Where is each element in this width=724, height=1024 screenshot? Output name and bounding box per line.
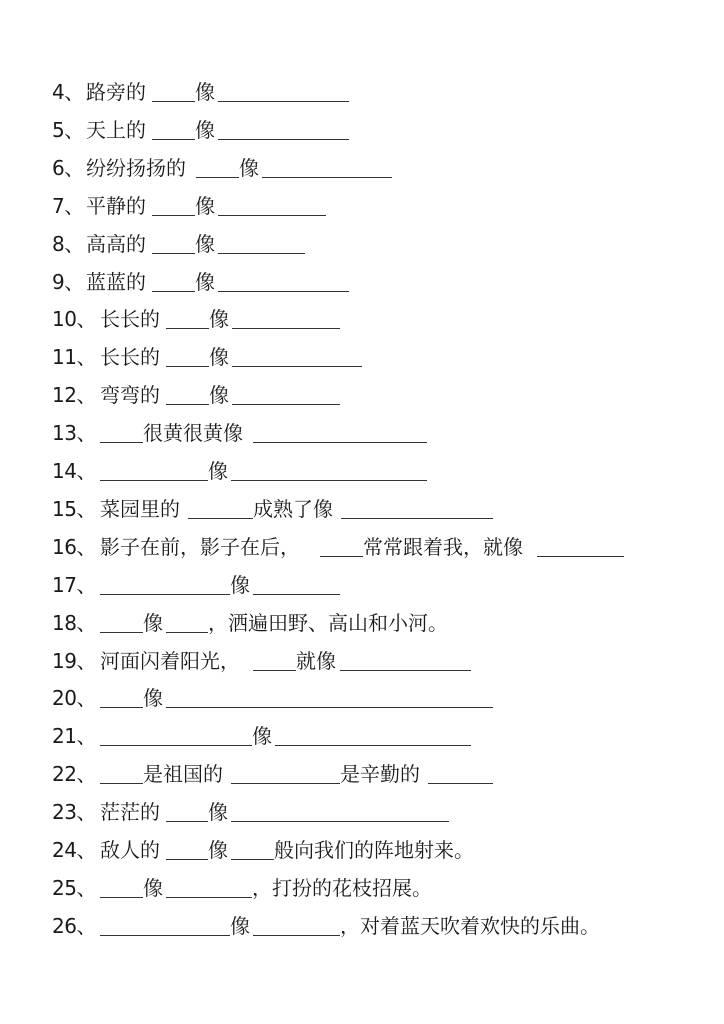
exercise-row: [52, 416, 427, 446]
exercise-row: [52, 757, 493, 787]
exercise-number: 19、: [52, 648, 96, 673]
exercise-row: [52, 265, 349, 295]
exercise-number: 17、: [52, 572, 96, 597]
prompt-text: 像: [195, 231, 215, 256]
answer-blank[interactable]: [218, 270, 349, 292]
answer-blank[interactable]: [166, 686, 493, 708]
exercise-number: 26、: [52, 913, 96, 938]
answer-blank[interactable]: [166, 838, 208, 860]
exercise-number: 4、: [52, 80, 84, 104]
prompt-text: ，洒遍田野、高山和小河。: [208, 610, 448, 635]
prompt-text: 蓝蓝的: [86, 269, 146, 294]
prompt-text: 像: [195, 269, 215, 294]
exercise-number: 11、: [52, 345, 96, 370]
prompt-text: 像: [208, 459, 228, 483]
answer-blank[interactable]: [218, 232, 305, 254]
answer-blank[interactable]: [188, 497, 253, 519]
prompt-text: 很黄很黄像: [143, 421, 243, 446]
prompt-text: 般向我们的阵地射来。: [274, 838, 474, 862]
exercise-row: [52, 302, 340, 332]
answer-blank[interactable]: [231, 762, 340, 784]
exercise-row: [52, 568, 340, 598]
answer-blank[interactable]: [152, 194, 195, 216]
answer-blank[interactable]: [166, 800, 208, 822]
prompt-text: 像: [143, 686, 163, 711]
prompt-text: 菜园里的: [100, 496, 180, 521]
exercise-row: [52, 113, 349, 143]
answer-blank[interactable]: [100, 724, 252, 746]
answer-blank[interactable]: [100, 876, 143, 898]
prompt-text: 平静的: [86, 193, 146, 218]
answer-blank[interactable]: [218, 194, 326, 216]
exercise-row: [52, 644, 471, 674]
prompt-text: 是辛勤的: [340, 762, 420, 787]
prompt-text: 像: [195, 193, 215, 218]
answer-blank[interactable]: [231, 800, 449, 822]
exercise-number: 15、: [52, 496, 96, 521]
answer-blank[interactable]: [218, 80, 349, 102]
exercise-number: 9、: [52, 269, 84, 294]
answer-blank[interactable]: [320, 535, 363, 557]
exercise-number: 22、: [52, 762, 96, 787]
prompt-text: 像: [209, 345, 229, 370]
answer-blank[interactable]: [218, 118, 349, 140]
prompt-text: 像: [208, 800, 228, 825]
exercise-row: [52, 454, 427, 484]
exercise-number: 7、: [52, 193, 84, 218]
answer-blank[interactable]: [152, 232, 195, 254]
prompt-text: 成熟了像: [253, 496, 333, 521]
answer-blank[interactable]: [152, 80, 195, 102]
answer-blank[interactable]: [100, 459, 208, 481]
answer-blank[interactable]: [100, 421, 143, 443]
exercise-number: 23、: [52, 800, 96, 825]
exercise-row: [52, 151, 392, 181]
prompt-text: 像: [143, 610, 163, 635]
prompt-text: 是祖国的: [143, 762, 223, 787]
exercise-row: [52, 795, 449, 825]
exercise-row: [52, 606, 468, 636]
exercise-number: 16、: [52, 534, 96, 559]
exercise-number: 6、: [52, 155, 84, 180]
prompt-text: 就像: [296, 648, 336, 673]
answer-blank[interactable]: [166, 383, 209, 405]
exercise-number: 18、: [52, 610, 96, 635]
prompt-text: ，打扮的花枝招展。: [252, 875, 432, 900]
exercise-row: [52, 719, 471, 749]
prompt-text: 天上的: [86, 117, 146, 142]
exercise-row: [52, 681, 493, 711]
prompt-text: 像: [143, 875, 163, 900]
answer-blank[interactable]: [232, 345, 362, 367]
answer-blank[interactable]: [262, 156, 392, 178]
exercise-number: 14、: [52, 459, 96, 483]
answer-blank[interactable]: [100, 573, 230, 595]
prompt-text: ，对着蓝天吹着欢快的乐曲。: [340, 913, 600, 938]
answer-blank[interactable]: [340, 649, 471, 671]
answer-blank[interactable]: [253, 421, 427, 443]
answer-blank[interactable]: [275, 724, 471, 746]
answer-blank[interactable]: [196, 156, 239, 178]
answer-blank[interactable]: [100, 686, 143, 708]
answer-blank[interactable]: [253, 649, 296, 671]
exercise-row: [52, 530, 624, 560]
prompt-text: 河面闪着阳光，: [100, 648, 240, 673]
prompt-text: 敌人的: [100, 838, 160, 862]
answer-blank[interactable]: [341, 497, 493, 519]
answer-blank[interactable]: [232, 307, 340, 329]
answer-blank[interactable]: [166, 345, 209, 367]
exercise-row: [52, 909, 630, 939]
answer-blank[interactable]: [253, 573, 340, 595]
exercise-row: [52, 871, 452, 901]
prompt-text: 像: [208, 838, 228, 862]
exercise-row: [52, 189, 326, 219]
exercise-row: [52, 75, 349, 105]
prompt-text: 影子在前，影子在后，: [100, 534, 300, 559]
prompt-text: 茫茫的: [100, 800, 160, 825]
answer-blank[interactable]: [166, 876, 252, 898]
prompt-text: 长长的: [100, 307, 160, 332]
answer-blank[interactable]: [537, 535, 624, 557]
answer-blank[interactable]: [100, 914, 230, 936]
exercise-number: 13、: [52, 421, 96, 446]
exercise-row: [52, 227, 305, 257]
prompt-text: 路旁的: [86, 80, 146, 104]
prompt-text: 纷纷扬扬的: [86, 155, 186, 180]
exercise-number: 21、: [52, 724, 96, 749]
exercise-row: [52, 378, 340, 408]
prompt-text: 像: [252, 724, 272, 749]
exercise-number: 20、: [52, 686, 96, 711]
exercise-number: 8、: [52, 231, 84, 256]
answer-blank[interactable]: [152, 270, 195, 292]
prompt-text: 像: [209, 383, 229, 408]
prompt-text: 像: [239, 155, 259, 180]
answer-blank[interactable]: [152, 118, 195, 140]
prompt-text: 像: [230, 913, 250, 938]
answer-blank[interactable]: [166, 611, 208, 633]
answer-blank[interactable]: [100, 762, 143, 784]
answer-blank[interactable]: [232, 383, 340, 405]
exercise-number: 24、: [52, 838, 96, 862]
prompt-text: 弯弯的: [100, 383, 160, 408]
prompt-text: 像: [230, 572, 250, 597]
prompt-text: 高高的: [86, 231, 146, 256]
exercise-number: 10、: [52, 307, 96, 332]
exercise-row: [52, 340, 362, 370]
answer-blank[interactable]: [166, 307, 209, 329]
prompt-text: 常常跟着我，就像: [363, 534, 523, 559]
answer-blank[interactable]: [253, 914, 340, 936]
prompt-text: 像: [195, 80, 215, 104]
exercise-number: 25、: [52, 875, 96, 900]
answer-blank[interactable]: [100, 611, 143, 633]
answer-blank[interactable]: [428, 762, 493, 784]
prompt-text: 像: [209, 307, 229, 332]
exercise-row: [52, 833, 494, 863]
answer-blank[interactable]: [231, 838, 274, 860]
exercise-number: 12、: [52, 383, 96, 408]
exercise-number: 5、: [52, 117, 84, 142]
answer-blank[interactable]: [231, 459, 427, 481]
exercise-row: [52, 492, 493, 522]
prompt-text: 长长的: [100, 345, 160, 370]
prompt-text: 像: [195, 117, 215, 142]
